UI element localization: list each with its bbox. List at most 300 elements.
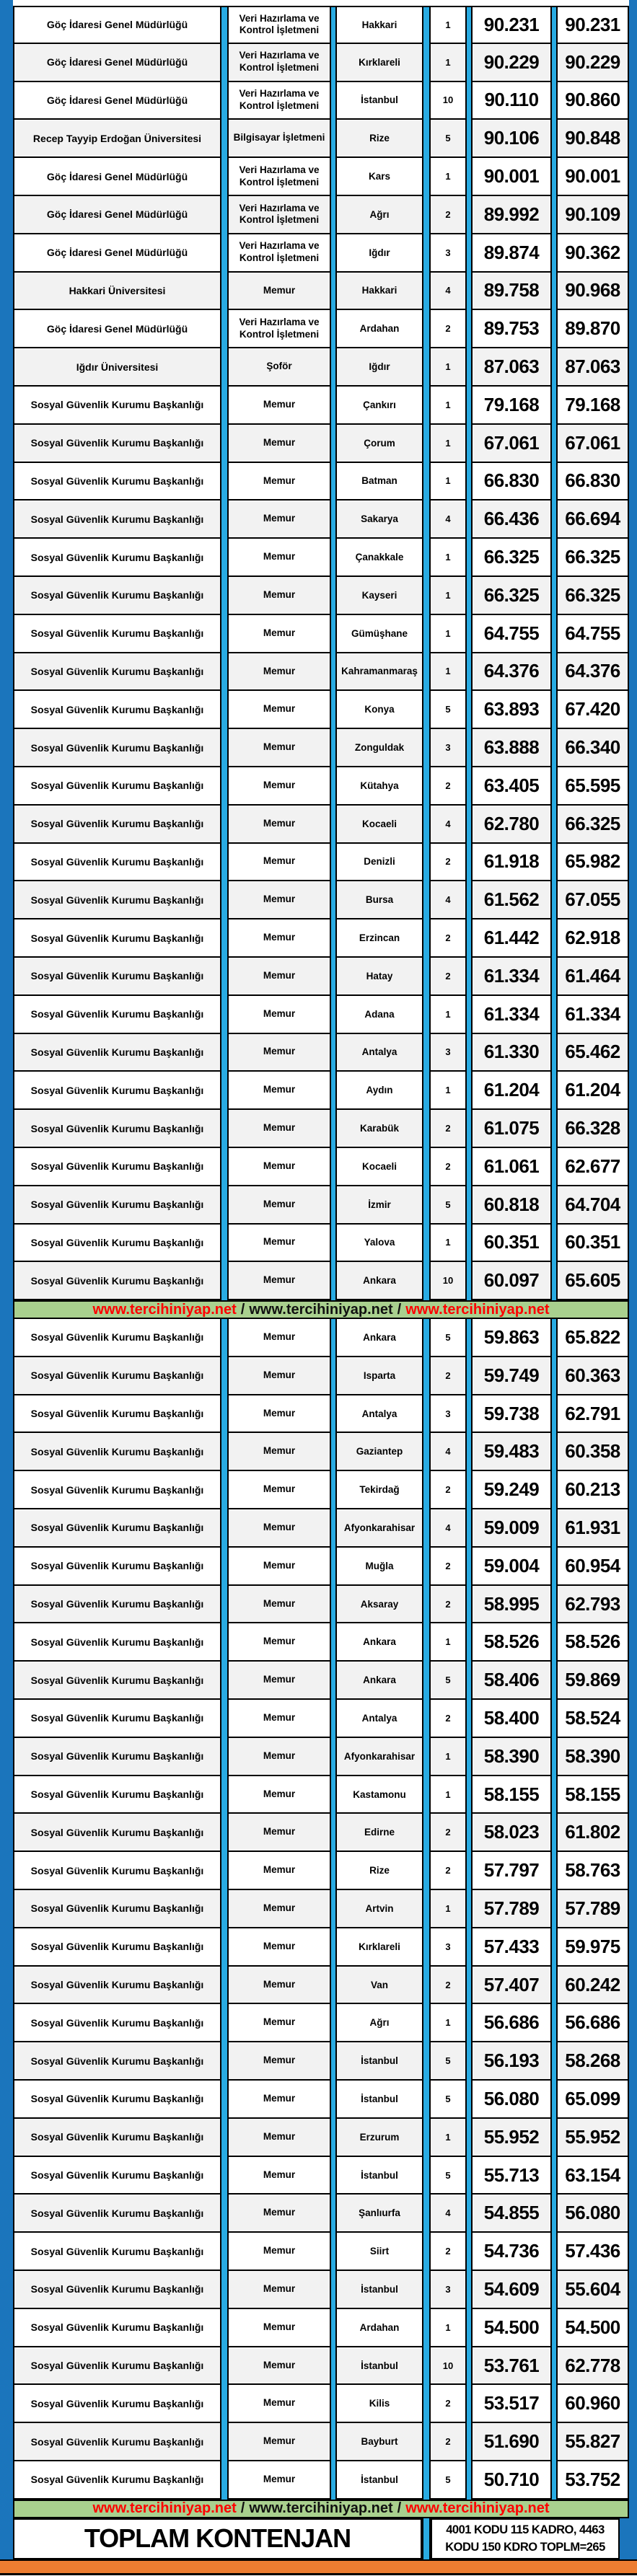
left-frame-bar — [0, 82, 13, 120]
cell-max-score: 90.001 — [558, 158, 629, 196]
right-frame-bar — [629, 0, 637, 6]
column-separator — [465, 196, 473, 234]
column-separator — [465, 1623, 473, 1662]
column-separator — [465, 2233, 473, 2271]
column-separator — [220, 500, 229, 539]
cell-city: Konya — [337, 691, 422, 729]
column-separator — [220, 1852, 229, 1890]
left-frame-bar — [0, 2518, 13, 2559]
cell-institution: Sosyal Güvenlik Kurumu Başkanlığı — [13, 387, 220, 425]
cell-max-score: 90.860 — [558, 82, 629, 120]
column-separator — [220, 1262, 229, 1300]
column-separator — [550, 2004, 558, 2042]
column-separator — [220, 1357, 229, 1395]
top-margin-fill — [13, 0, 629, 6]
cell-max-score: 65.595 — [558, 767, 629, 806]
cell-city: Ardahan — [337, 2309, 422, 2347]
cell-min-score: 66.325 — [473, 539, 550, 577]
cell-max-score: 62.918 — [558, 919, 629, 958]
cell-institution: Göç İdaresi Genel Müdürlüğü — [13, 158, 220, 196]
left-frame-bar — [0, 425, 13, 463]
cell-position: Memur — [229, 539, 330, 577]
cell-city: Çankırı — [337, 387, 422, 425]
top-margin — [0, 0, 637, 6]
column-separator — [422, 958, 431, 996]
column-separator — [220, 425, 229, 463]
right-frame-bar — [629, 1814, 637, 1852]
cell-position: Memur — [229, 2233, 330, 2271]
cell-min-score: 59.738 — [473, 1395, 550, 1434]
column-separator — [550, 691, 558, 729]
column-separator — [422, 1262, 431, 1300]
left-frame-bar — [0, 729, 13, 767]
column-separator — [550, 6, 558, 44]
column-separator — [330, 2119, 337, 2157]
left-frame-bar — [0, 2500, 13, 2518]
column-separator — [330, 2004, 337, 2042]
banner-separator: / — [240, 1301, 245, 1318]
column-separator — [220, 958, 229, 996]
column-separator — [330, 2195, 337, 2233]
left-frame-bar — [0, 1433, 13, 1471]
cell-institution: Hakkari Üniversitesi — [13, 273, 220, 311]
cell-institution: Göç İdaresi Genel Müdürlüğü — [13, 310, 220, 348]
cell-position: Memur — [229, 2004, 330, 2042]
cell-min-score: 60.351 — [473, 1225, 550, 1263]
cell-quota-count: 1 — [431, 615, 465, 653]
left-frame-bar — [0, 2385, 13, 2423]
table-row — [0, 881, 637, 919]
right-frame-bar — [629, 196, 637, 234]
column-separator — [422, 1357, 431, 1395]
footer-row — [0, 2518, 637, 2559]
cell-position: Memur — [229, 1148, 330, 1186]
column-separator — [465, 463, 473, 501]
column-separator — [465, 1738, 473, 1776]
column-separator — [330, 996, 337, 1034]
cell-quota-count: 1 — [431, 577, 465, 615]
website-link[interactable]: www.tercihiniyap.net — [249, 1301, 393, 1318]
column-separator — [422, 1110, 431, 1148]
right-frame-bar — [629, 2423, 637, 2461]
cell-city: İstanbul — [337, 2271, 422, 2309]
column-separator — [465, 1890, 473, 1928]
column-separator — [465, 691, 473, 729]
column-separator — [550, 1928, 558, 1967]
left-frame-bar — [0, 539, 13, 577]
cell-min-score: 54.609 — [473, 2271, 550, 2309]
cell-institution: Sosyal Güvenlik Kurumu Başkanlığı — [13, 2042, 220, 2081]
column-separator — [330, 539, 337, 577]
column-separator — [330, 615, 337, 653]
cell-institution: Sosyal Güvenlik Kurumu Başkanlığı — [13, 1928, 220, 1967]
cell-min-score: 53.517 — [473, 2385, 550, 2423]
cell-institution: Sosyal Güvenlik Kurumu Başkanlığı — [13, 1225, 220, 1263]
cell-position: Memur — [229, 500, 330, 539]
cell-quota-count: 2 — [431, 1148, 465, 1186]
cell-quota-count: 4 — [431, 1433, 465, 1471]
cell-quota-count: 1 — [431, 158, 465, 196]
cell-min-score: 58.526 — [473, 1623, 550, 1662]
cell-min-score: 79.168 — [473, 387, 550, 425]
column-separator — [465, 273, 473, 311]
cell-quota-count: 1 — [431, 1225, 465, 1263]
column-separator — [465, 1225, 473, 1263]
cell-min-score: 56.193 — [473, 2042, 550, 2081]
column-separator — [220, 1814, 229, 1852]
column-separator — [550, 1433, 558, 1471]
column-separator — [465, 500, 473, 539]
column-separator — [330, 1928, 337, 1967]
cell-city: Antalya — [337, 1700, 422, 1738]
cell-position: Memur — [229, 2195, 330, 2233]
right-frame-bar — [629, 844, 637, 882]
column-separator — [422, 1395, 431, 1434]
cell-max-score: 64.755 — [558, 615, 629, 653]
left-frame-bar — [0, 1319, 13, 1357]
column-separator — [422, 1072, 431, 1110]
column-separator — [422, 1433, 431, 1471]
column-separator — [422, 1890, 431, 1928]
cell-city: Rize — [337, 120, 422, 158]
cell-position: Memur — [229, 729, 330, 767]
left-frame-bar — [0, 2119, 13, 2157]
table-row — [0, 767, 637, 806]
cell-max-score: 62.793 — [558, 1586, 629, 1624]
table-row — [0, 577, 637, 615]
cell-position: Veri Hazırlama ve Kontrol İşletmeni — [229, 158, 330, 196]
total-quota-label: TOPLAM KONTENJAN — [13, 2518, 422, 2559]
column-separator — [220, 729, 229, 767]
cell-position: Memur — [229, 2271, 330, 2309]
right-frame-bar — [629, 2500, 637, 2518]
cell-position: Memur — [229, 387, 330, 425]
column-separator — [330, 881, 337, 919]
column-separator — [465, 348, 473, 387]
column-separator — [550, 2233, 558, 2271]
cell-quota-count: 2 — [431, 1110, 465, 1148]
website-link[interactable]: www.tercihiniyap.net — [92, 2500, 237, 2517]
column-separator — [465, 1509, 473, 1548]
table-row — [0, 919, 637, 958]
right-frame-bar — [629, 158, 637, 196]
cell-institution: Sosyal Güvenlik Kurumu Başkanlığı — [13, 577, 220, 615]
cell-quota-count: 2 — [431, 844, 465, 882]
column-separator — [465, 425, 473, 463]
cell-max-score: 58.268 — [558, 2042, 629, 2081]
column-separator — [330, 2271, 337, 2309]
cell-position: Memur — [229, 1967, 330, 2005]
right-frame-bar — [629, 996, 637, 1034]
column-separator — [465, 2195, 473, 2233]
cell-position: Memur — [229, 577, 330, 615]
table-row — [0, 1509, 637, 1548]
column-separator — [550, 1776, 558, 1814]
website-link[interactable]: www.tercihiniyap.net — [92, 1301, 237, 1318]
cell-min-score: 66.436 — [473, 500, 550, 539]
left-frame-bar — [0, 1110, 13, 1148]
cell-quota-count: 1 — [431, 2004, 465, 2042]
cell-max-score: 62.778 — [558, 2347, 629, 2386]
column-separator — [220, 1623, 229, 1662]
cell-position: Memur — [229, 1319, 330, 1357]
column-separator — [465, 1852, 473, 1890]
cell-max-score: 66.694 — [558, 500, 629, 539]
table-row — [0, 196, 637, 234]
column-separator — [422, 2081, 431, 2119]
column-separator — [465, 919, 473, 958]
cell-max-score: 90.968 — [558, 273, 629, 311]
right-frame-bar — [629, 1110, 637, 1148]
cell-institution: Recep Tayyip Erdoğan Üniversitesi — [13, 120, 220, 158]
cell-max-score: 90.362 — [558, 234, 629, 273]
table-row — [0, 2461, 637, 2500]
left-frame-bar — [0, 844, 13, 882]
left-frame-bar — [0, 1738, 13, 1776]
column-separator — [422, 6, 431, 44]
cell-institution: Sosyal Güvenlik Kurumu Başkanlığı — [13, 2385, 220, 2423]
left-frame-bar — [0, 1623, 13, 1662]
cell-min-score: 59.249 — [473, 1471, 550, 1509]
right-frame-bar — [629, 577, 637, 615]
left-frame-bar — [0, 1186, 13, 1225]
cell-city: Adana — [337, 996, 422, 1034]
column-separator — [465, 1433, 473, 1471]
column-separator — [422, 539, 431, 577]
cell-quota-count: 2 — [431, 1548, 465, 1586]
cell-max-score: 79.168 — [558, 387, 629, 425]
column-separator — [465, 2004, 473, 2042]
column-separator — [422, 577, 431, 615]
column-separator — [550, 615, 558, 653]
column-separator — [220, 44, 229, 82]
website-link[interactable]: www.tercihiniyap.net — [249, 2500, 393, 2517]
column-separator — [330, 1225, 337, 1263]
cell-institution: Sosyal Güvenlik Kurumu Başkanlığı — [13, 2423, 220, 2461]
cell-position: Memur — [229, 1623, 330, 1662]
cell-position: Veri Hazırlama ve Kontrol İşletmeni — [229, 310, 330, 348]
column-separator — [550, 1034, 558, 1072]
cell-min-score: 64.755 — [473, 615, 550, 653]
cell-max-score: 66.325 — [558, 539, 629, 577]
cell-position: Memur — [229, 844, 330, 882]
left-frame-bar — [0, 1700, 13, 1738]
column-separator — [422, 1967, 431, 2005]
column-separator — [550, 348, 558, 387]
column-separator — [330, 577, 337, 615]
left-frame-bar — [0, 2233, 13, 2271]
cell-quota-count: 2 — [431, 767, 465, 806]
right-frame-bar — [629, 82, 637, 120]
cell-min-score: 50.710 — [473, 2461, 550, 2500]
table-row — [0, 234, 637, 273]
column-separator — [465, 653, 473, 692]
column-separator — [330, 2042, 337, 2081]
cell-position: Veri Hazırlama ve Kontrol İşletmeni — [229, 6, 330, 44]
cell-position: Memur — [229, 2157, 330, 2195]
column-separator — [550, 958, 558, 996]
cell-institution: Sosyal Güvenlik Kurumu Başkanlığı — [13, 2233, 220, 2271]
cell-quota-count: 1 — [431, 2309, 465, 2347]
column-separator — [550, 2119, 558, 2157]
cell-city: Yalova — [337, 1225, 422, 1263]
table-row — [0, 2157, 637, 2195]
table-row — [0, 1700, 637, 1738]
cell-quota-count: 5 — [431, 1186, 465, 1225]
column-separator — [220, 82, 229, 120]
cell-institution: Sosyal Güvenlik Kurumu Başkanlığı — [13, 1509, 220, 1548]
cell-quota-count: 4 — [431, 273, 465, 311]
column-separator — [220, 996, 229, 1034]
cell-min-score: 58.406 — [473, 1662, 550, 1700]
table-row — [0, 1852, 637, 1890]
table-row — [0, 1034, 637, 1072]
cell-institution: Sosyal Güvenlik Kurumu Başkanlığı — [13, 1814, 220, 1852]
cell-position: Şoför — [229, 348, 330, 387]
column-separator — [220, 1700, 229, 1738]
table-row — [0, 1433, 637, 1471]
column-separator — [220, 1738, 229, 1776]
cell-position: Memur — [229, 653, 330, 692]
right-frame-bar — [629, 1471, 637, 1509]
cell-city: Artvin — [337, 1890, 422, 1928]
column-separator — [330, 729, 337, 767]
left-frame-bar — [0, 919, 13, 958]
website-link[interactable]: www.tercihiniyap.net — [405, 1301, 550, 1318]
column-separator — [550, 310, 558, 348]
cell-city: İstanbul — [337, 2081, 422, 2119]
cell-institution: Sosyal Güvenlik Kurumu Başkanlığı — [13, 1319, 220, 1357]
column-separator — [220, 2157, 229, 2195]
column-separator — [422, 1662, 431, 1700]
left-frame-bar — [0, 1662, 13, 1700]
column-separator — [422, 2461, 431, 2500]
cell-institution: Sosyal Güvenlik Kurumu Başkanlığı — [13, 1433, 220, 1471]
column-separator — [220, 2347, 229, 2386]
right-frame-bar — [629, 348, 637, 387]
cell-institution: Sosyal Güvenlik Kurumu Başkanlığı — [13, 958, 220, 996]
cell-max-score: 67.055 — [558, 881, 629, 919]
column-separator — [550, 44, 558, 82]
cell-max-score: 61.464 — [558, 958, 629, 996]
left-frame-bar — [0, 996, 13, 1034]
cell-quota-count: 1 — [431, 539, 465, 577]
column-separator — [330, 158, 337, 196]
column-separator — [330, 1967, 337, 2005]
cell-max-score: 57.436 — [558, 2233, 629, 2271]
website-link[interactable]: www.tercihiniyap.net — [405, 2500, 550, 2517]
column-separator — [220, 1776, 229, 1814]
column-separator — [550, 1110, 558, 1148]
column-separator — [465, 1319, 473, 1357]
column-separator — [550, 463, 558, 501]
column-separator — [422, 1509, 431, 1548]
cell-position: Memur — [229, 2423, 330, 2461]
cell-max-score: 65.822 — [558, 1319, 629, 1357]
cell-city: Denizli — [337, 844, 422, 882]
column-separator — [550, 2347, 558, 2386]
column-separator — [220, 463, 229, 501]
table-row — [0, 158, 637, 196]
table-row — [0, 1471, 637, 1509]
column-separator — [220, 2309, 229, 2347]
cell-quota-count: 1 — [431, 387, 465, 425]
left-frame-bar — [0, 2004, 13, 2042]
cell-institution: Sosyal Güvenlik Kurumu Başkanlığı — [13, 2081, 220, 2119]
cell-city: Hatay — [337, 958, 422, 996]
right-frame-bar — [629, 2385, 637, 2423]
left-frame-bar — [0, 958, 13, 996]
cell-institution: Sosyal Güvenlik Kurumu Başkanlığı — [13, 1586, 220, 1624]
right-frame-bar — [629, 615, 637, 653]
column-separator — [550, 577, 558, 615]
cell-institution: Sosyal Güvenlik Kurumu Başkanlığı — [13, 2119, 220, 2157]
cell-min-score: 66.830 — [473, 463, 550, 501]
cell-position: Memur — [229, 919, 330, 958]
left-frame-bar — [0, 1928, 13, 1967]
column-separator — [550, 1225, 558, 1263]
column-separator — [550, 273, 558, 311]
cell-max-score: 60.358 — [558, 1433, 629, 1471]
right-frame-bar — [629, 691, 637, 729]
column-separator — [330, 653, 337, 692]
cell-min-score: 61.061 — [473, 1148, 550, 1186]
column-separator — [465, 881, 473, 919]
right-frame-bar — [629, 1433, 637, 1471]
cell-position: Memur — [229, 1509, 330, 1548]
column-separator — [422, 2119, 431, 2157]
column-separator — [422, 1700, 431, 1738]
left-frame-bar — [0, 2461, 13, 2500]
left-frame-bar — [0, 1776, 13, 1814]
right-frame-bar — [629, 1319, 637, 1357]
column-separator — [330, 1700, 337, 1738]
cell-institution: Sosyal Güvenlik Kurumu Başkanlığı — [13, 1262, 220, 1300]
table-row — [0, 996, 637, 1034]
table-row — [0, 1967, 637, 2005]
column-separator — [550, 1700, 558, 1738]
cell-institution: Göç İdaresi Genel Müdürlüğü — [13, 82, 220, 120]
column-separator — [422, 1186, 431, 1225]
left-frame-bar — [0, 2081, 13, 2119]
table-row — [0, 500, 637, 539]
column-separator — [422, 2004, 431, 2042]
cell-max-score: 61.204 — [558, 1072, 629, 1110]
column-separator — [550, 996, 558, 1034]
cell-institution: Sosyal Güvenlik Kurumu Başkanlığı — [13, 2157, 220, 2195]
column-separator — [220, 1928, 229, 1967]
column-separator — [422, 82, 431, 120]
cell-min-score: 89.874 — [473, 234, 550, 273]
cell-min-score: 54.855 — [473, 2195, 550, 2233]
cell-institution: Sosyal Güvenlik Kurumu Başkanlığı — [13, 653, 220, 692]
right-frame-bar — [629, 387, 637, 425]
cell-city: Antalya — [337, 1395, 422, 1434]
column-separator — [330, 1186, 337, 1225]
column-separator — [550, 196, 558, 234]
column-separator — [465, 958, 473, 996]
column-separator — [465, 2423, 473, 2461]
cell-position: Memur — [229, 1852, 330, 1890]
right-frame-bar — [629, 2157, 637, 2195]
cell-quota-count: 10 — [431, 1262, 465, 1300]
cell-min-score: 90.001 — [473, 158, 550, 196]
table-row — [0, 6, 637, 44]
cell-max-score: 64.704 — [558, 1186, 629, 1225]
column-separator — [465, 1186, 473, 1225]
column-separator — [550, 158, 558, 196]
cell-city: Kahramanmaraş — [337, 653, 422, 692]
